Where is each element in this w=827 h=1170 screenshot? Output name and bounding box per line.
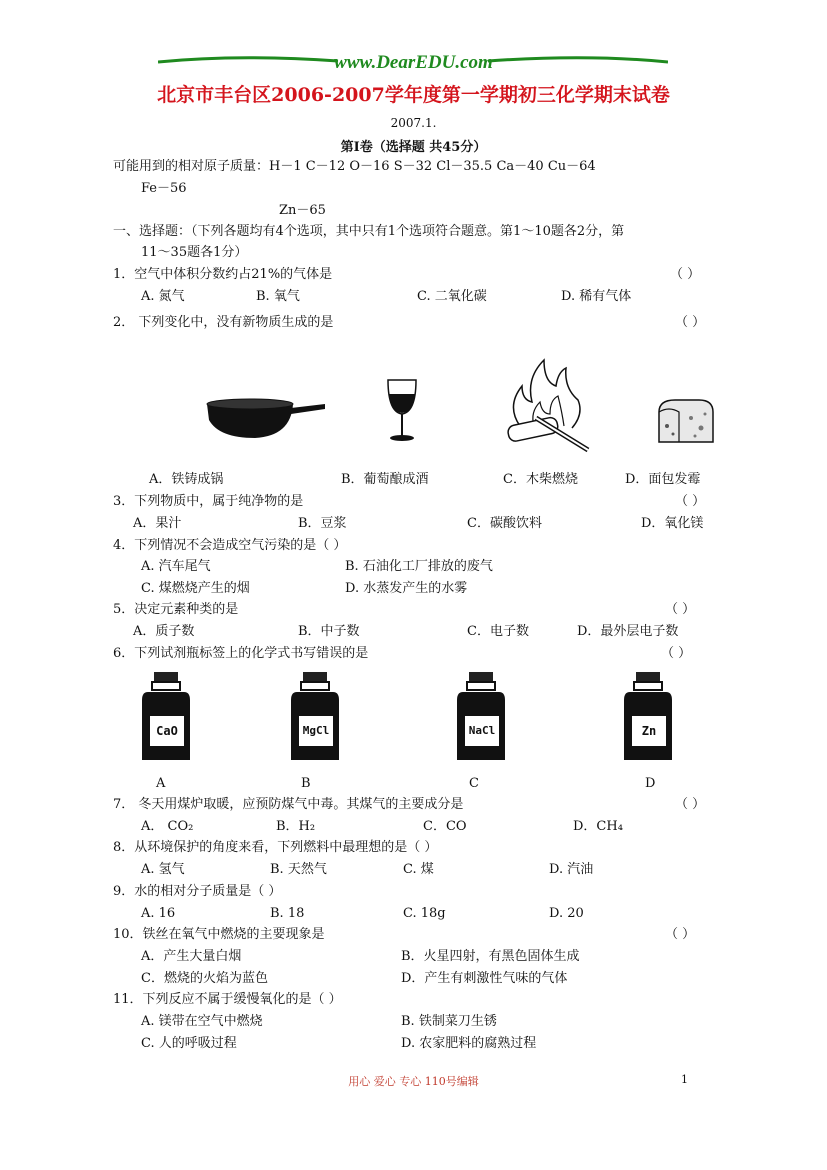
q11-option-b: B. 铁制菜刀生锈 — [401, 1014, 497, 1029]
q3-option-c: C．碳酸饮料 — [467, 516, 542, 531]
question-11: 11．下列反应不属于缓慢氧化的是（ ） — [113, 992, 342, 1007]
bottle-label-a: CaO — [148, 714, 186, 748]
q11-option-d: D. 农家肥料的腐熟过程 — [401, 1036, 537, 1051]
q8-option-c: C. 煤 — [403, 862, 434, 877]
q8-option-b: B. 天然气 — [270, 862, 327, 877]
q5-option-a: A．质子数 — [133, 624, 195, 639]
question-1: 1．空气中体积分数约占21%的气体是 — [113, 267, 333, 282]
burning-wood-icon — [500, 356, 594, 456]
reagent-bottle-d — [622, 670, 674, 766]
bottle-label-b: MgCl — [297, 714, 335, 748]
atomic-masses-line1: 可能用到的相对原子质量：H－1 C－12 O－16 S－32 Cl－35.5 Ca－40 Cu－64 — [113, 159, 596, 174]
wine-glass-icon — [382, 376, 422, 446]
reagent-bottle-a — [140, 670, 192, 766]
q2-option-d: D．面包发霉 — [625, 472, 701, 487]
reagent-bottle-b — [289, 670, 341, 766]
q7-option-b: B．H₂ — [276, 819, 316, 834]
section-instructions-line2: 11～35题各1分） — [141, 245, 248, 260]
q6-option-a: A — [156, 776, 166, 791]
q8-option-a: A. 氢气 — [141, 862, 185, 877]
q5-option-b: B．中子数 — [298, 624, 360, 639]
question-5: 5．决定元素种类的是 — [113, 602, 239, 617]
q4-option-c: C. 煤燃烧产生的烟 — [141, 581, 250, 596]
moldy-bread-icon — [655, 396, 717, 446]
q6-option-d: D — [645, 776, 656, 791]
q4-option-a: A. 汽车尾气 — [141, 559, 211, 574]
section-instructions-line1: 一、选择题：（下列各题均有4个选项，其中只有1个选项符合题意。第1～10题各2分，第 — [113, 224, 625, 239]
question-9: 9．水的相对分子质量是（ ） — [113, 884, 282, 899]
answer-bracket-10: （ ） — [665, 927, 696, 942]
q9-option-c: C. 18g — [403, 906, 446, 921]
q1-option-d: D. 稀有气体 — [561, 289, 632, 304]
q10-option-d: D．产生有刺激性气味的气体 — [401, 971, 568, 986]
answer-bracket-2: （ ） — [675, 315, 706, 330]
q2-option-a: A．铁铸成锅 — [149, 472, 224, 487]
footer-text: 用心 爱心 专心 110号编辑 — [348, 1075, 479, 1088]
q8-option-d: D. 汽油 — [549, 862, 594, 877]
q5-option-c: C．电子数 — [467, 624, 529, 639]
bottle-label-c: NaCl — [463, 714, 501, 748]
answer-bracket-1: （ ） — [670, 267, 701, 282]
q4-option-b: B. 石油化工厂排放的废气 — [345, 559, 493, 574]
answer-bracket-6: （ ） — [661, 646, 692, 661]
q9-option-d: D. 20 — [549, 906, 584, 921]
question-2: 2． 下列变化中，没有新物质生成的是 — [113, 315, 334, 330]
page-title: 北京市丰台区2006-2007学年度第一学期初三化学期末试卷 — [157, 84, 670, 106]
q1-option-c: C. 二氧化碳 — [417, 289, 487, 304]
site-logo: www.DearEDU.com — [334, 52, 493, 73]
exam-date: 2007.1. — [390, 116, 437, 130]
q1-option-b: B. 氧气 — [256, 289, 300, 304]
q7-option-a: A． CO₂ — [141, 819, 194, 834]
q7-option-d: D．CH₄ — [573, 819, 623, 834]
bottle-label-d: Zn — [630, 714, 668, 748]
question-3: 3．下列物质中，属于纯净物的是 — [113, 494, 304, 509]
answer-bracket-3: （ ） — [675, 494, 706, 509]
atomic-masses-line2: Fe－56 — [141, 181, 187, 196]
question-8: 8．从环境保护的角度来看，下列燃料中最理想的是（ ） — [113, 840, 438, 855]
q10-option-b: B．火星四射，有黑色固体生成 — [401, 949, 580, 964]
q9-option-b: B. 18 — [270, 906, 305, 921]
frying-pan-icon — [203, 390, 327, 450]
q10-option-c: C．燃烧的火焰为蓝色 — [141, 971, 268, 986]
part-title: 第Ⅰ卷（选择题 共45分） — [340, 140, 487, 155]
q4-option-d: D. 水蒸发产生的水雾 — [345, 581, 468, 596]
q3-option-b: B．豆浆 — [298, 516, 347, 531]
q5-option-d: D．最外层电子数 — [577, 624, 679, 639]
question-10: 10．铁丝在氧气中燃烧的主要现象是 — [113, 927, 325, 942]
question-7: 7． 冬天用煤炉取暖，应预防煤气中毒。其煤气的主要成分是 — [113, 797, 464, 812]
q3-option-d: D．氧化镁 — [641, 516, 704, 531]
q2-option-c: C．木柴燃烧 — [503, 472, 578, 487]
q11-option-c: C. 人的呼吸过程 — [141, 1036, 237, 1051]
page-number: 1 — [681, 1073, 688, 1086]
answer-bracket-7: （ ） — [675, 797, 706, 812]
atomic-masses-line3: Zn－65 — [279, 203, 326, 218]
q1-option-a: A. 氮气 — [141, 289, 185, 304]
q7-option-c: C．CO — [423, 819, 467, 834]
q6-option-c: C — [469, 776, 479, 791]
q2-option-b: B．葡萄酿成酒 — [341, 472, 429, 487]
reagent-bottle-c — [455, 670, 507, 766]
question-4: 4．下列情况不会造成空气污染的是（ ） — [113, 538, 347, 553]
q6-option-b: B — [301, 776, 311, 791]
q11-option-a: A. 镁带在空气中燃烧 — [141, 1014, 263, 1029]
q3-option-a: A．果汁 — [133, 516, 182, 531]
q9-option-a: A. 16 — [141, 906, 176, 921]
answer-bracket-5: （ ） — [665, 602, 696, 617]
q10-option-a: A．产生大量白烟 — [141, 949, 242, 964]
question-6: 6．下列试剂瓶标签上的化学式书写错误的是 — [113, 646, 369, 661]
